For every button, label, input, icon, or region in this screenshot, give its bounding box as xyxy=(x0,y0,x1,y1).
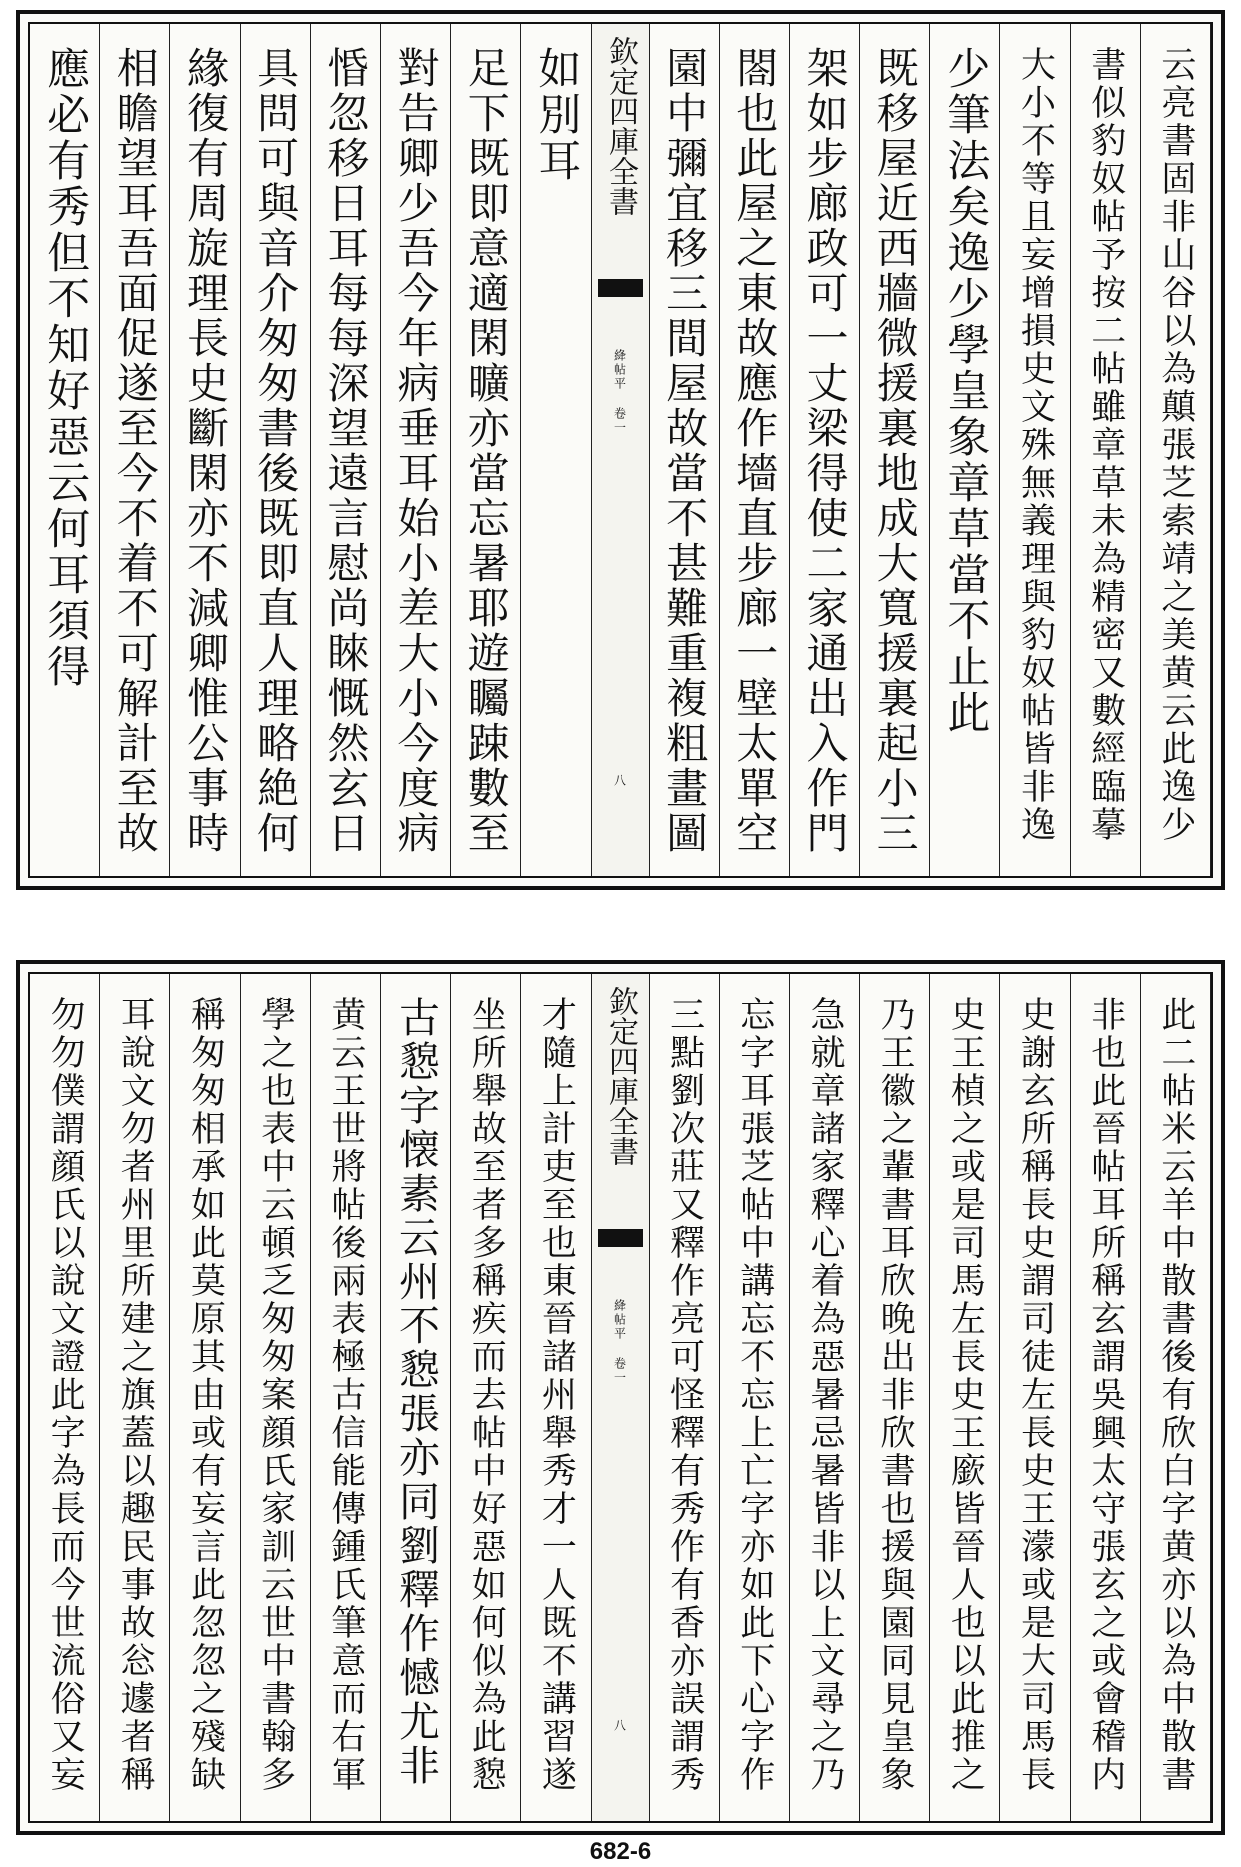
top-text-column xyxy=(650,24,720,876)
top-fishtail-mark xyxy=(598,279,643,297)
bottom-folio-number: 八 xyxy=(612,1719,627,1731)
bottom-page-frame xyxy=(16,960,1225,1835)
bottom-column-text: 史謝玄所稱長史謂司徒左長史王濛或是大司馬長 xyxy=(1015,996,1056,1794)
top-text-column xyxy=(100,24,170,876)
top-column-text: 園中彌宜移三間屋故當不甚難重複粗畫圖 xyxy=(660,46,710,856)
top-text-column xyxy=(720,24,790,876)
bottom-column-text: 此二帖米云羊中散書後有欣白字黄亦以為中散書 xyxy=(1155,996,1196,1794)
top-page-frame xyxy=(16,10,1225,890)
top-center-margin xyxy=(592,24,650,876)
bottom-page-inner-border xyxy=(28,972,1213,1823)
bottom-column-text: 急就章諸家釋心着為惡暑忌暑皆非以上文尋之乃 xyxy=(804,996,845,1794)
top-column-text: 云亮書固非山谷以為㒹張芝索靖之美黄云此逸少 xyxy=(1155,46,1196,844)
bottom-text-column xyxy=(311,974,381,1821)
top-column-text: 相瞻望耳吾面促遂至今不着不可解計至故 xyxy=(110,46,160,856)
top-text-column xyxy=(170,24,240,876)
bottom-text-column xyxy=(451,974,521,1821)
bottom-text-column xyxy=(241,974,311,1821)
top-page-inner-border xyxy=(28,22,1213,878)
top-column-text: 具問可與音介匆匆書後既即直人理略絶何 xyxy=(251,46,301,856)
top-text-column xyxy=(311,24,381,876)
bottom-column-text: 古㦝字懐素云州不㦝張亦同劉釋作憾尤非 xyxy=(392,996,441,1788)
top-text-column xyxy=(241,24,311,876)
top-volume-label: 絳帖平 卷一 xyxy=(612,349,627,435)
top-column-text: 緣復有周旋理長史斷閑亦不減卿惟公事時 xyxy=(180,46,230,856)
top-text-column xyxy=(790,24,860,876)
top-column-text: 對告卿少吾今年病垂耳始小差大小今度病 xyxy=(391,46,441,856)
top-column-text: 既移屋近西牆微援裏地成大寬援裏起小三 xyxy=(870,46,920,856)
bottom-column-text: 乃王徽之輩書耳欣晚出非欣書也援與園同見皇象 xyxy=(875,996,916,1794)
bottom-text-column xyxy=(100,974,170,1821)
top-column-text: 閤也此屋之東故應作墻直步廊一壁太單空 xyxy=(730,46,780,856)
top-text-column xyxy=(381,24,451,876)
top-column-text: 應必有秀但不知好惡云何耳須得 xyxy=(40,46,91,690)
top-column-text: 足下既即意適閑曠亦當忘暑耶遊矚踈數至 xyxy=(461,46,511,856)
top-text-column xyxy=(30,24,100,876)
top-text-column xyxy=(1141,24,1211,876)
bottom-volume-label: 絳帖平 卷一 xyxy=(612,1299,627,1385)
bottom-column-text: 勿勿僕謂顔氏以說文證此字為長而今世流俗又妄 xyxy=(45,996,86,1794)
bottom-text-column xyxy=(381,974,451,1821)
bottom-text-column xyxy=(930,974,1000,1821)
bottom-column-text: 忘字耳張芝帖中講忘不忘上亡字亦如此下心字作 xyxy=(734,996,775,1794)
bottom-column-text: 稱匆匆相承如此莫原其由或有妄言此忽忽之殘缺 xyxy=(185,996,226,1794)
bottom-center-margin xyxy=(592,974,650,1821)
top-text-column xyxy=(860,24,930,876)
bottom-text-column xyxy=(860,974,930,1821)
bottom-column-text: 才隨上計吏至也東晉諸州舉秀才一人既不講習遂 xyxy=(536,996,577,1794)
top-column-text: 如別耳 xyxy=(531,46,582,184)
top-text-column xyxy=(1000,24,1070,876)
bottom-text-column xyxy=(521,974,591,1821)
bottom-text-column xyxy=(1071,974,1141,1821)
bottom-text-column xyxy=(790,974,860,1821)
top-folio-number: 八 xyxy=(612,774,627,786)
top-text-column xyxy=(1071,24,1141,876)
top-column-text: 架如步廊政可一丈梁得使二家通出入作門 xyxy=(800,46,850,856)
bottom-header-title: 欽定四庫全書 xyxy=(603,986,638,1166)
top-column-text: 大小不等且妄增損史文殊無義理與豹奴帖皆非逸 xyxy=(1015,46,1056,844)
bottom-column-text: 坐所舉故至者多稱疾而去帖中好惡如何似為此㦝 xyxy=(466,996,507,1794)
bottom-column-text: 非也此晉帖耳所稱玄謂吳興太守張玄之或會稽内 xyxy=(1085,996,1126,1794)
bottom-column-text: 黄云王世將帖後兩表極古信能傳鍾氏筆意而右軍 xyxy=(325,996,366,1794)
top-column-text: 書似豹奴帖予按二帖雖章草未為精密又數經臨摹 xyxy=(1085,46,1126,844)
top-column-text: 少筆法矣逸少學皇象章草當不止此 xyxy=(940,46,991,736)
top-header-title: 欽定四庫全書 xyxy=(603,36,638,216)
bottom-text-column xyxy=(30,974,100,1821)
bottom-text-column xyxy=(170,974,240,1821)
bottom-text-column xyxy=(720,974,790,1821)
top-text-column xyxy=(930,24,1000,876)
bottom-column-text: 三點劉次莊又釋作亮可怪釋有秀作有香亦誤謂秀 xyxy=(664,996,705,1794)
top-column-text: 惛忽移日耳每每深望遠言慰尚睞慨然玄日 xyxy=(321,46,371,856)
bottom-column-text: 史王楨之或是司馬左長史王廞皆晉人也以此推之 xyxy=(945,996,986,1794)
bottom-fishtail-mark xyxy=(598,1229,643,1247)
bottom-text-column xyxy=(650,974,720,1821)
top-text-column xyxy=(521,24,591,876)
top-text-column xyxy=(451,24,521,876)
bottom-column-text: 學之也表中云頓乏匆匆案顔氏家訓云世中書翰多 xyxy=(255,996,296,1794)
bottom-text-column xyxy=(1141,974,1211,1821)
bottom-text-column xyxy=(1000,974,1070,1821)
bottom-column-text: 耳說文勿者州里所建之旗蓋以趣民事故忩遽者稱 xyxy=(115,996,156,1794)
page-number: 682-6 xyxy=(589,1838,652,1865)
